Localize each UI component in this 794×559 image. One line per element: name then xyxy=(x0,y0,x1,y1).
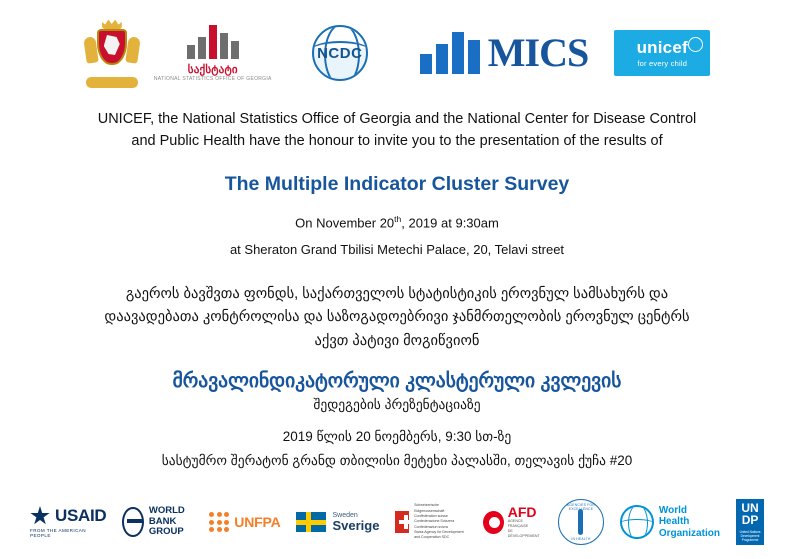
afd-logo xyxy=(483,505,542,539)
mics-label: MICS xyxy=(487,30,589,75)
sdc-line-3: Confederazione Svizzera xyxy=(414,519,455,524)
english-intro-line-2: and Public Health have the honour to invite you to the presentation of the results of xyxy=(131,133,663,150)
usaid-label: USAID xyxy=(55,506,107,525)
sdc-line-2: Confédération suisse xyxy=(414,513,448,518)
english-date-suffix: , 2019 at 9:30am xyxy=(401,215,499,231)
world-bank-line-1: WORLD BANK xyxy=(148,504,185,527)
who-globe-icon xyxy=(620,505,654,539)
rod-of-asclepius-icon xyxy=(578,509,583,535)
english-date-ordinal: th xyxy=(394,213,402,224)
english-date-prefix: On November 20 xyxy=(295,215,395,231)
afd-line-2: DE DÉVELOPPEMENT xyxy=(507,529,540,539)
sweden-line-1: Sweden xyxy=(332,512,358,519)
crown-icon xyxy=(102,18,122,29)
star-icon xyxy=(30,506,50,526)
unicef-label: unicef xyxy=(636,37,688,57)
sdc-line-4: Confederaziun svizra xyxy=(414,524,448,529)
sweden-line-2: Sverige xyxy=(332,518,380,533)
bar-chart-icon xyxy=(187,25,239,59)
english-venue: at Sheraton Grand Tbilisi Metechi Palace, 20, Telavi street xyxy=(229,242,565,258)
sweden-sverige-logo xyxy=(296,512,379,532)
english-title: The Multiple Indicator Cluster Survey xyxy=(224,172,570,195)
georgian-title: მრავალინდიკატორული კლასტერული კვლევის xyxy=(172,369,622,392)
usaid-tagline: FROM THE AMERICAN PEOPLE xyxy=(30,528,86,538)
heraldic-lion-right xyxy=(125,36,141,63)
georgian-intro-line-3: აქვთ პატივი მოგიწვიონ xyxy=(314,332,480,349)
english-datetime xyxy=(52,214,742,230)
seal-top-text: AGENCIES FOR EXCELLENCE xyxy=(566,503,595,511)
georgian-datetime: 2019 წლის 20 ნოემბერს, 9:30 სთ-ზე xyxy=(282,428,512,444)
unfpa-logo xyxy=(209,512,280,532)
un-excellence-seal xyxy=(558,499,604,545)
georgian-intro-line-2: დაავადებათა კონტროლისა და საზოგადოებრივი ჯანმრთელობის ეროვნულ ცენტრს xyxy=(104,309,690,326)
swiss-cross-icon xyxy=(395,511,409,533)
unicef-mark-icon xyxy=(688,37,703,52)
ncdc-label: NCDC xyxy=(317,44,363,62)
unfpa-label: UNFPA xyxy=(234,514,281,530)
mics-bars-icon xyxy=(420,32,480,74)
afd-mark-icon xyxy=(483,511,504,534)
georgian-intro-line-1: გაეროს ბავშვთა ფონდს, საქართველოს სტატისტიკის ეროვნულ სამსახურს და xyxy=(125,286,669,303)
world-bank-mark-icon xyxy=(122,507,144,537)
sdc-line-5: Swiss Agency for Development and Cooperation SDC xyxy=(414,530,464,540)
afd-label: AFD xyxy=(507,503,537,520)
georgian-intro xyxy=(52,283,742,353)
world-bank-line-2: GROUP xyxy=(148,526,184,538)
top-logo-bar xyxy=(0,0,794,92)
sdc-line-1: Schweizerische Eidgenossenschaft xyxy=(414,503,445,513)
coat-of-arms-of-georgia-icon xyxy=(84,17,140,89)
ncdc-logo xyxy=(286,22,394,84)
undp-line-2: DP xyxy=(741,512,759,527)
georgian-subtitle: შედეგების პრეზენტაციაზე xyxy=(313,396,481,412)
who-line-1: World Health xyxy=(658,504,690,528)
swiss-sdc-logo xyxy=(395,503,467,541)
who-logo xyxy=(620,505,720,540)
unfpa-dots-icon xyxy=(209,512,229,532)
afd-line-1: AGENCE FRANÇAISE xyxy=(507,518,529,528)
georgian-venue: სასტუმრო შერატონ გრანდ თბილისი მეტეხი პალასში, თელავის ქუჩა #20 xyxy=(161,452,633,468)
mics-logo xyxy=(420,24,588,82)
unicef-tagline: for every child xyxy=(637,58,688,68)
geostat-logo xyxy=(153,24,272,82)
swedish-flag-icon xyxy=(296,512,326,532)
geostat-label: საქსტატი xyxy=(187,64,238,76)
undp-logo xyxy=(736,499,764,545)
english-intro xyxy=(52,108,742,153)
geostat-sublabel: NATIONAL STATISTICS OFFICE OF GEORGIA xyxy=(153,76,272,82)
world-bank-group-logo xyxy=(122,506,193,539)
undp-line-1: UN xyxy=(741,500,759,515)
who-line-2: Organization xyxy=(658,527,720,539)
english-intro-line-1: UNICEF, the National Statistics Office of Georgia and the National Center for Disease Control xyxy=(97,111,697,127)
usaid-logo xyxy=(30,506,106,538)
seal-bottom-text: IN HEALTH xyxy=(571,537,591,541)
unicef-logo xyxy=(614,30,710,76)
partner-logo-strip xyxy=(0,491,794,553)
undp-tagline: United Nations Development Programme xyxy=(739,529,761,543)
motto-scroll xyxy=(86,77,138,88)
invitation-body xyxy=(0,92,794,469)
